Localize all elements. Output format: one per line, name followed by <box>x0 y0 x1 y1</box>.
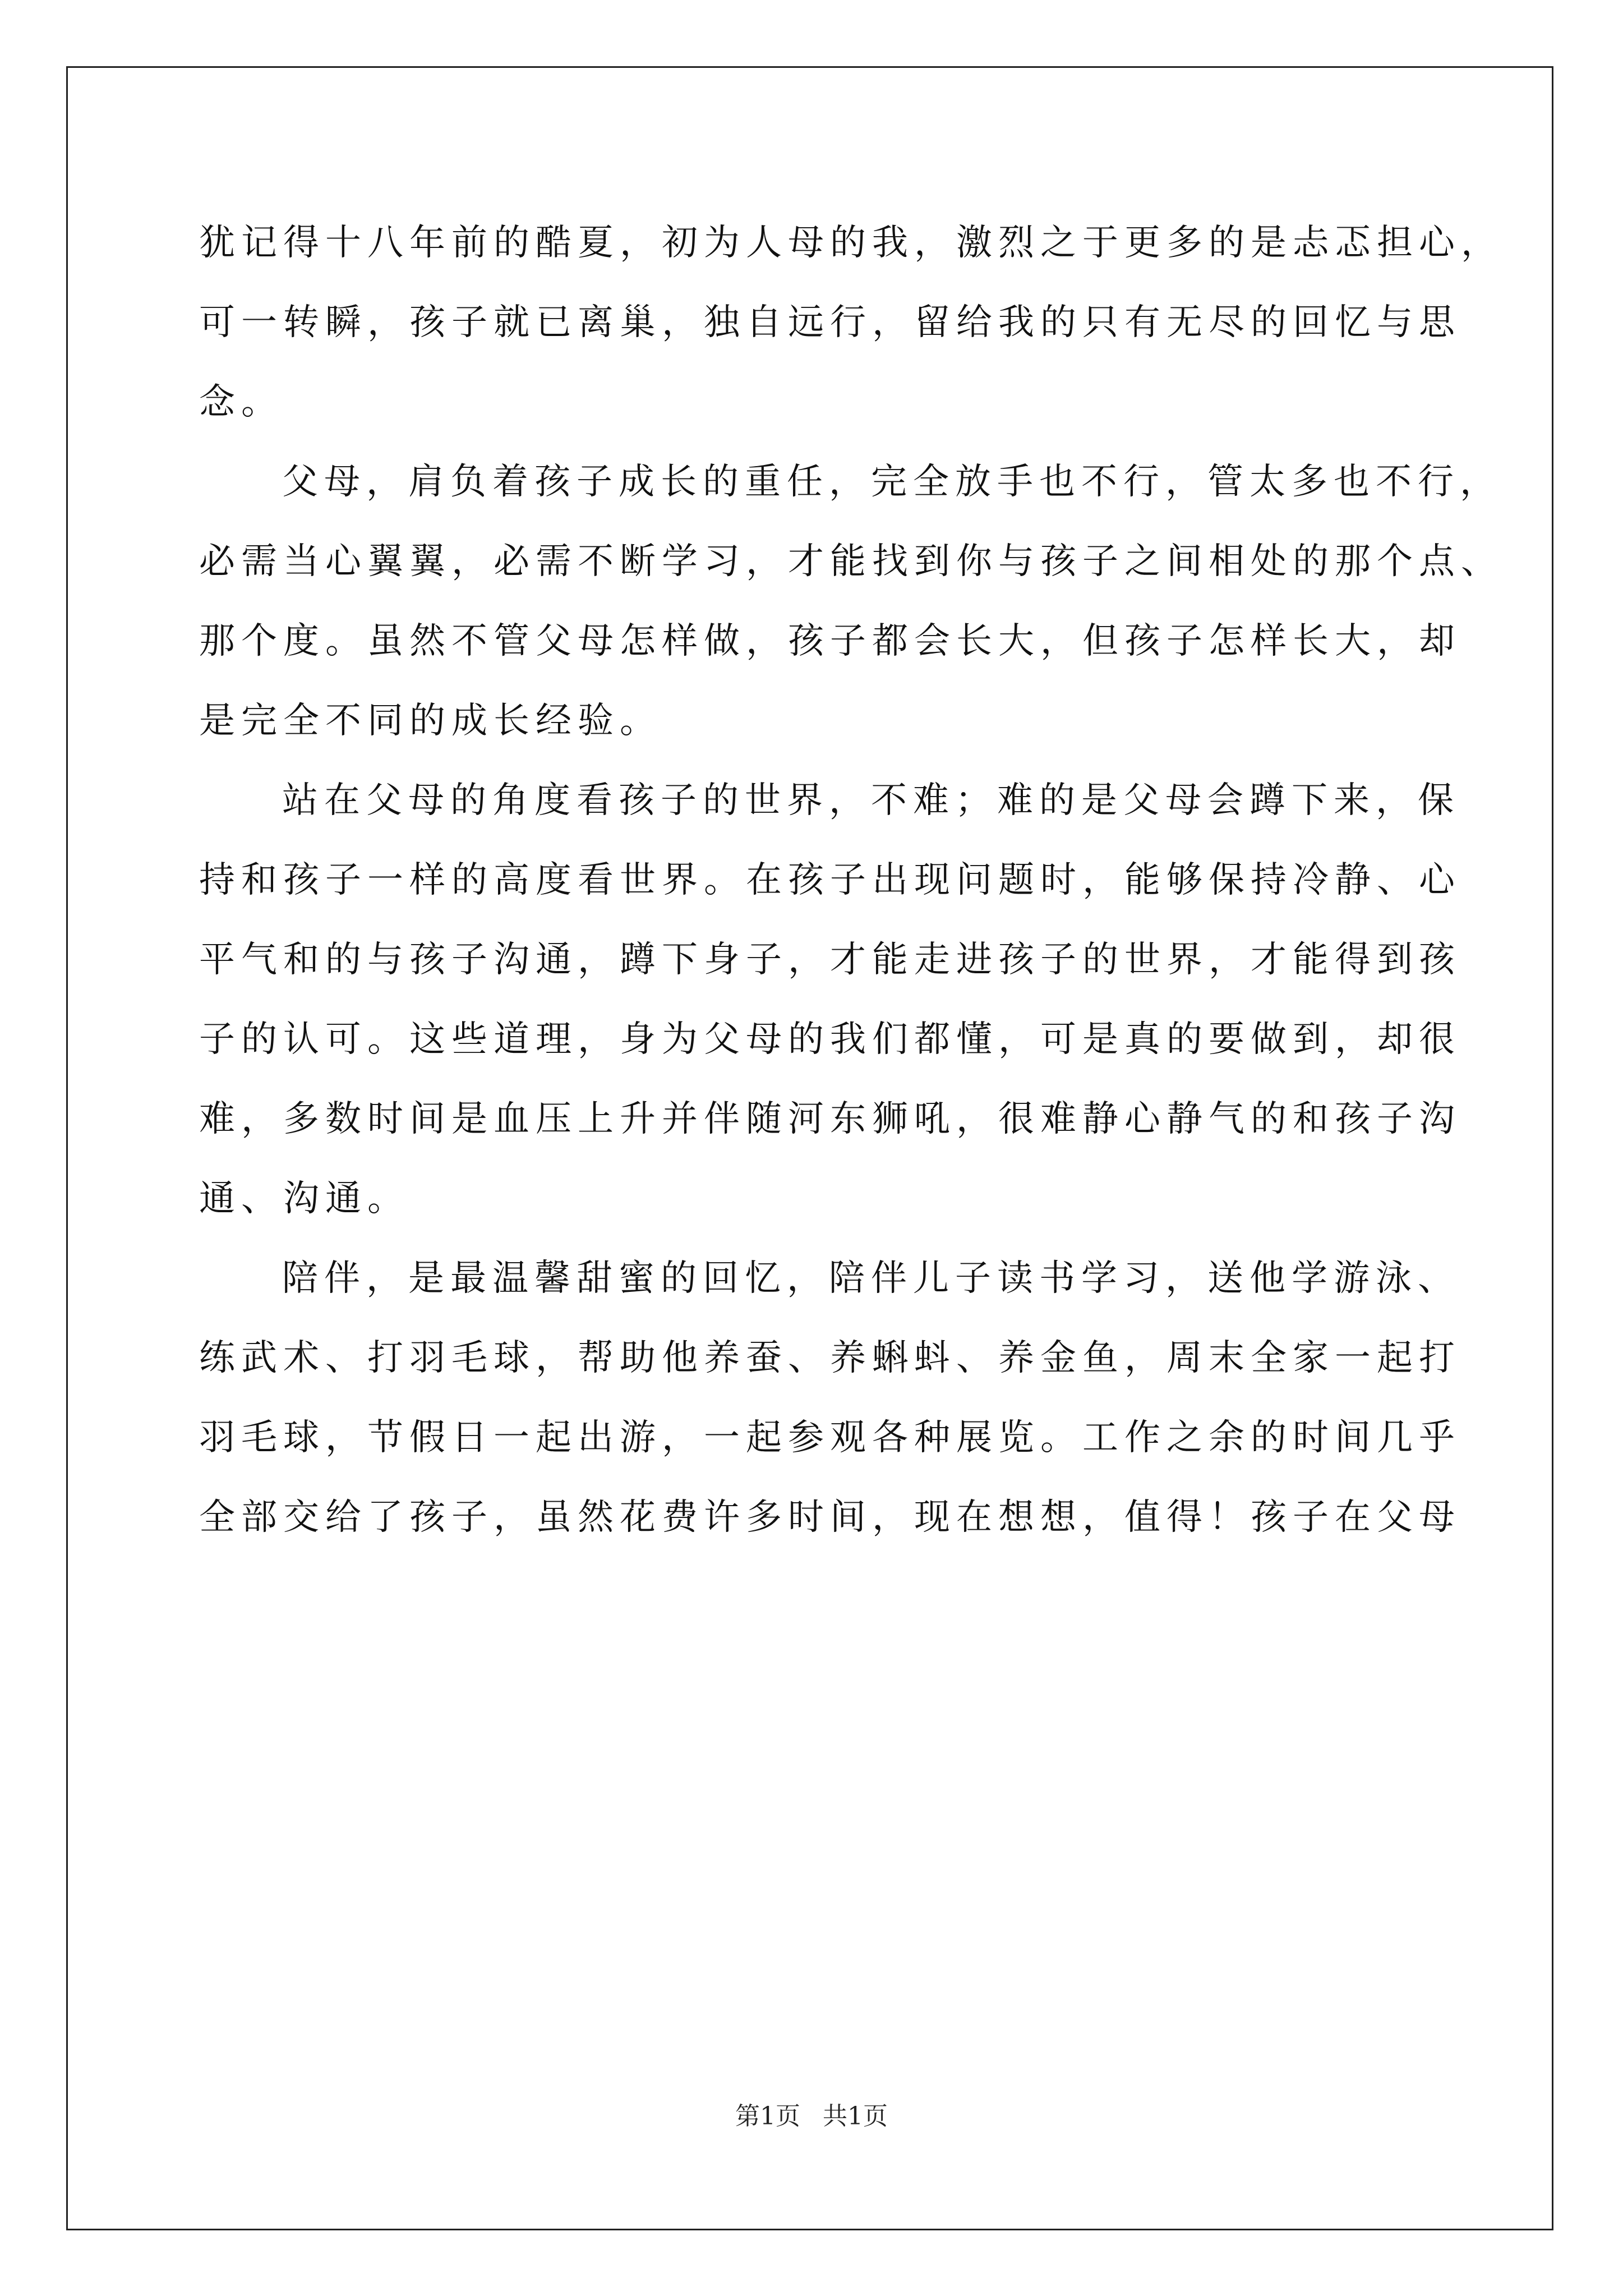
text-line: 平气和的与孩子沟通，蹲下身子，才能走进孩子的世界，才能得到孩 <box>199 939 1461 981</box>
text-line: 可一转瞬，孩子就已离巢，独自远行，留给我的只有无尽的回忆与思 <box>199 302 1461 343</box>
text-line: 子的认可。这些道理，身为父母的我们都懂，可是真的要做到，却很 <box>199 1019 1461 1060</box>
page-number: 第1页 <box>735 2102 800 2131</box>
page-total: 共1页 <box>823 2102 888 2131</box>
text-line: 持和孩子一样的高度看世界。在孩子出现问题时，能够保持冷静、心 <box>199 859 1461 901</box>
text-line: 难，多数时间是血压上升并伴随河东狮吼，很难静心静气的和孩子沟 <box>199 1098 1461 1140</box>
text-line: 站在父母的角度看孩子的世界，不难；难的是父母会蹲下来，保 <box>282 780 1460 821</box>
text-line: 通、沟通。 <box>199 1178 409 1220</box>
document-body <box>199 203 1503 1557</box>
text-line: 练武术、打羽毛球，帮助他养蚕、养蝌蚪、养金鱼，周末全家一起打 <box>199 1337 1461 1379</box>
text-line: 父母，肩负着孩子成长的重任，完全放手也不行，管太多也不行， <box>282 461 1502 503</box>
text-line: 那个度。虽然不管父母怎样做，孩子都会长大，但孩子怎样长大，却 <box>199 620 1461 662</box>
page-footer <box>0 2101 1623 2132</box>
text-line: 羽毛球，节假日一起出游，一起参观各种展览。工作之余的时间几乎 <box>199 1417 1461 1458</box>
text-line: 必需当心翼翼，必需不断学习，才能找到你与孩子之间相处的那个点、 <box>199 541 1503 582</box>
text-line: 念。 <box>199 381 283 423</box>
text-line: 陪伴，是最温馨甜蜜的回忆，陪伴儿子读书学习，送他学游泳、 <box>282 1258 1460 1299</box>
text-line: 是完全不同的成长经验。 <box>199 700 662 742</box>
text-line: 全部交给了孩子，虽然花费许多时间，现在想想，值得！孩子在父母 <box>199 1497 1461 1538</box>
text-line: 犹记得十八年前的酷夏，初为人母的我，激烈之于更多的是忐忑担心， <box>199 222 1503 264</box>
